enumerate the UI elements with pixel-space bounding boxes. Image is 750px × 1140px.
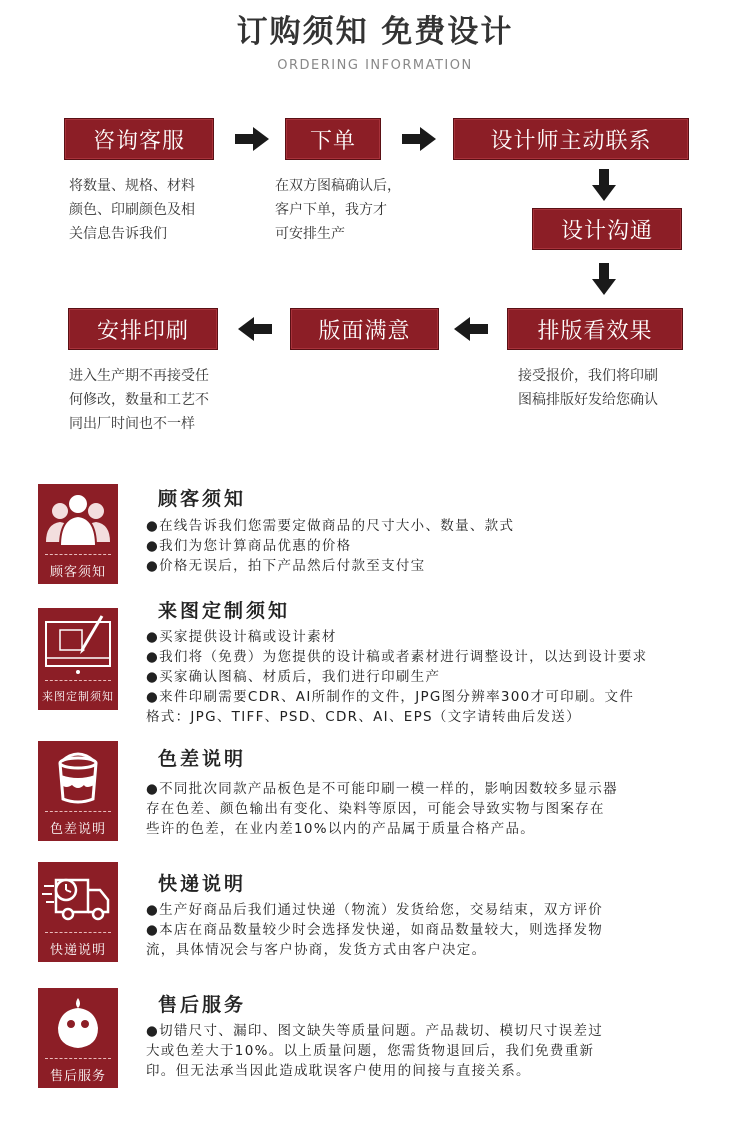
after-sales-icon (38, 988, 118, 1056)
paint-bucket-icon (38, 741, 118, 809)
arrow-left-icon (238, 317, 272, 341)
step-layout-approved: 版面满意 (290, 308, 439, 350)
page-title: 订购须知 免费设计 (236, 14, 514, 50)
arrow-left-icon (454, 317, 488, 341)
section-title: 来图定制须知 (158, 600, 291, 622)
section-title: 色差说明 (158, 748, 247, 770)
section-line: 流，具体情况会与客户协商，发货方式由客户决定。 (146, 942, 487, 958)
step-consult: 咨询客服 (64, 118, 214, 160)
step-order: 下单 (285, 118, 381, 160)
section-line: ●价格无误后，拍下产品然后付款至支付宝 (146, 558, 426, 574)
section-line: ●我们为您计算商品优惠的价格 (146, 538, 352, 554)
step-design-communication: 设计沟通 (532, 208, 682, 250)
customers-icon (38, 484, 118, 552)
section-icon-box (38, 484, 118, 584)
section-line: 大或色差大于10%。以上质量问题，您需货物退回后，我们免费重新 (146, 1043, 595, 1059)
section-line: ●生产好商品后我们通过快递（物流）发货给您，交易结束，双方评价 (146, 902, 604, 918)
step-designer-contact: 设计师主动联系 (453, 118, 689, 160)
section-icon-label: 色差说明 (49, 822, 106, 837)
section-line: 些许的色差，在业内差10%以内的产品属于质量合格产品。 (146, 821, 536, 837)
section-icon-box (38, 608, 118, 710)
step-layout-preview: 排版看效果 (507, 308, 683, 350)
delivery-truck-icon (38, 862, 118, 930)
section-icon-box (38, 862, 118, 962)
section-icon-box (38, 741, 118, 841)
section-icon-label: 售后服务 (49, 1069, 106, 1084)
step-layout-description: 接受报价，我们将印刷 图稿排版好发给您确认 (518, 368, 658, 408)
section-icon-box (38, 988, 118, 1088)
section-line: ●不同批次同款产品板色是不可能印刷一模一样的，影响因数较多显示器 (146, 781, 618, 797)
step-consult-description: 将数量、规格、材料 颜色、印刷颜色及相 关信息告诉我们 (69, 178, 195, 242)
arrow-down-icon (592, 169, 616, 201)
section-line: 印。但无法承当因此造成耽误客户使用的间接与直接关系。 (146, 1063, 531, 1079)
step-arrange-printing: 安排印刷 (68, 308, 218, 350)
section-line: ●我们将（免费）为您提供的设计稿或者素材进行调整设计，以达到设计要求 (146, 649, 648, 665)
section-icon-label: 顾客须知 (49, 565, 106, 580)
page-subtitle: ORDERING INFORMATION (277, 58, 473, 73)
section-title: 顾客须知 (158, 488, 247, 510)
step-order-description: 在双方图稿确认后， 客户下单，我方才 可安排生产 (275, 178, 401, 242)
section-line: ●在线告诉我们您需要定做商品的尺寸大小、数量、款式 (146, 518, 515, 534)
design-monitor-icon (38, 608, 118, 680)
section-title: 快递说明 (158, 873, 247, 895)
arrow-right-icon (402, 127, 436, 151)
section-icon-label: 快递说明 (49, 943, 106, 958)
section-line: ●来件印刷需要CDR、AI所制作的文件，JPG图分辨率300才可印刷。文件 (146, 689, 635, 705)
section-line: ●本店在商品数量较少时会选择发快递，如商品数量较大，则选择发物 (146, 922, 604, 938)
section-title: 售后服务 (158, 994, 247, 1016)
arrow-down-icon (592, 263, 616, 295)
step-print-description: 进入生产期不再接受任 何修改，数量和工艺不 同出厂时间也不一样 (69, 368, 209, 432)
section-line: ●切错尺寸、漏印、图文缺失等质量问题。产品裁切、模切尺寸误差过 (146, 1023, 604, 1039)
section-icon-label: 来图定制须知 (42, 690, 114, 703)
section-line: 格式：JPG、TIFF、PSD、CDR、AI、EPS（文字请转曲后发送） (146, 709, 581, 725)
section-line: 存在色差、颜色输出有变化、染料等原因，可能会导致实物与图案存在 (146, 801, 605, 817)
arrow-right-icon (235, 127, 269, 151)
section-line: ●买家提供设计稿或设计素材 (146, 629, 337, 645)
section-line: ●买家确认图稿、材质后，我们进行印刷生产 (146, 669, 441, 685)
